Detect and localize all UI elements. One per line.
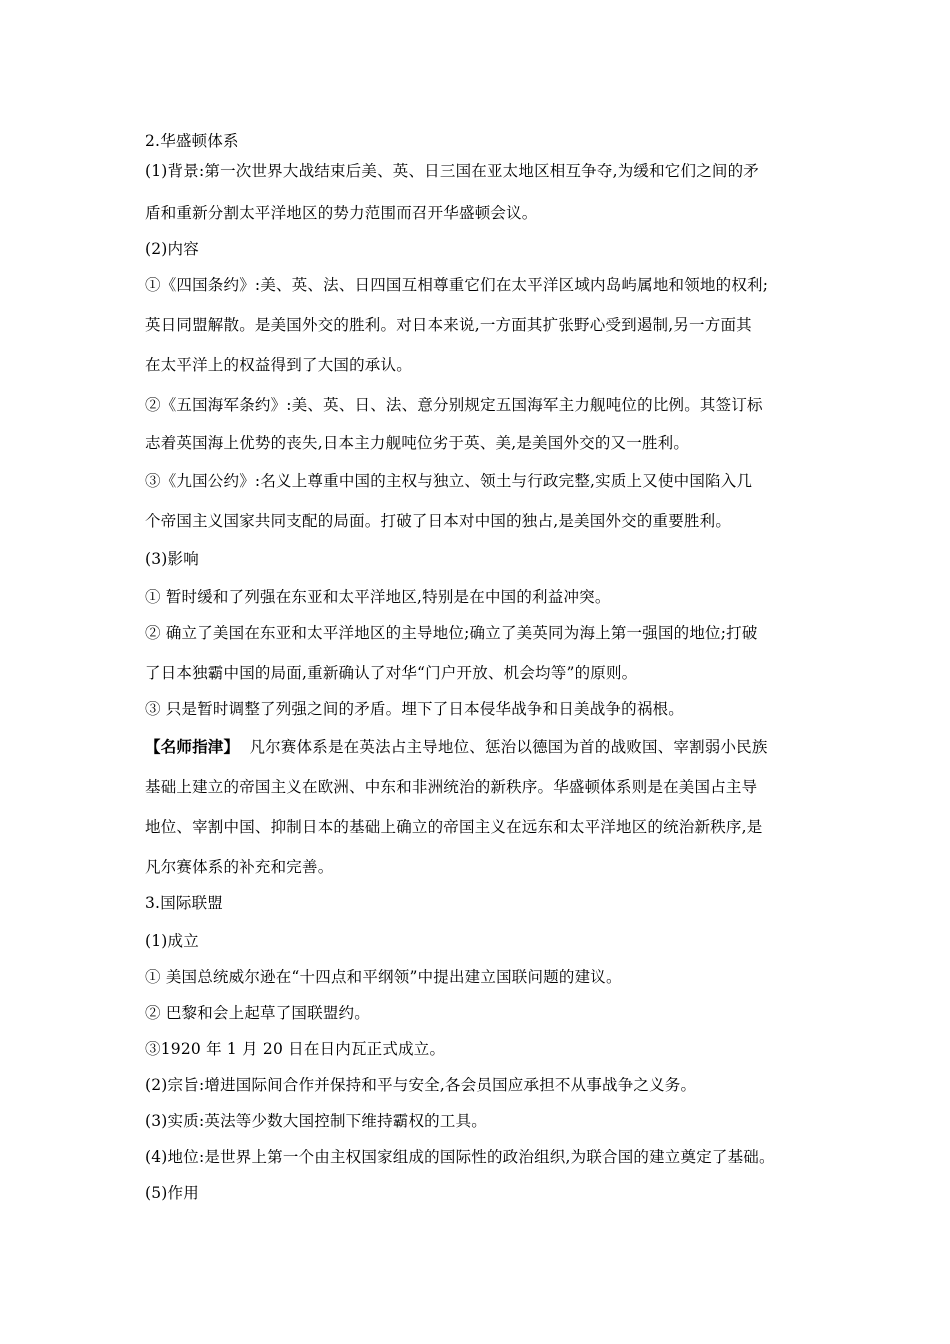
paragraph-line: 盾和重新分割太平洋地区的势力范围而召开华盛顿会议。 — [145, 204, 538, 222]
paragraph-line: (1)背景:第一次世界大战结束后美、英、日三国在亚太地区相互争夺,为缓和它们之间的矛 — [145, 162, 760, 180]
tip-line: 基础上建立的帝国主义在欧洲、中东和非洲统治的新秩序。华盛顿体系则是在美国占主导 — [145, 778, 758, 796]
paragraph-line: ①《四国条约》:美、英、法、日四国互相尊重它们在太平洋区域内岛屿属地和领地的权利; — [145, 276, 769, 294]
subheading: (3)影响 — [145, 550, 199, 568]
paragraph-line: 在太平洋上的权益得到了大国的承认。 — [145, 356, 412, 374]
paragraph-line: ③1920 年 1 月 20 日在日内瓦正式成立。 — [145, 1040, 446, 1058]
tip-line: 地位、宰割中国、抑制日本的基础上确立的帝国主义在远东和太平洋地区的统治新秩序,是 — [145, 818, 763, 836]
subheading: (1)成立 — [145, 932, 199, 950]
tip-line: 凡尔赛体系的补充和完善。 — [145, 858, 334, 876]
paragraph-line: ① 美国总统威尔逊在“十四点和平纲领”中提出建立国联问题的建议。 — [145, 968, 622, 986]
paragraph-line: (3)实质:英法等少数大国控制下维持霸权的工具。 — [145, 1112, 487, 1130]
section-heading: 3.国际联盟 — [145, 894, 223, 912]
paragraph-line: ②《五国海军条约》:美、英、日、法、意分别规定五国海军主力舰吨位的比例。其签订标 — [145, 396, 763, 414]
paragraph-line: ① 暂时缓和了列强在东亚和太平洋地区,特别是在中国的利益冲突。 — [145, 588, 611, 606]
paragraph-line: ② 确立了美国在东亚和太平洋地区的主导地位;确立了美英同为海上第一强国的地位;打破 — [145, 624, 758, 642]
section-heading: 2.华盛顿体系 — [145, 132, 239, 150]
tip-line — [145, 736, 825, 758]
tip-label: 【名师指津】 — [145, 737, 240, 756]
subheading: (2)内容 — [145, 240, 199, 258]
paragraph-line: 了日本独霸中国的局面,重新确认了对华“门户开放、机会均等”的原则。 — [145, 664, 638, 682]
paragraph-line: ② 巴黎和会上起草了国联盟约。 — [145, 1004, 370, 1022]
paragraph-line: 英日同盟解散。是美国外交的胜利。对日本来说,一方面其扩张野心受到遏制,另一方面其 — [145, 316, 752, 334]
paragraph-line: (4)地位:是世界上第一个由主权国家组成的国际性的政治组织,为联合国的建立奠定了基础。 — [145, 1148, 775, 1166]
tip-text: 凡尔赛体系是在英法占主导地位、惩治以德国为首的战败国、宰割弱小民族 — [249, 738, 768, 756]
paragraph-line: ③《九国公约》:名义上尊重中国的主权与独立、领土与行政完整,实质上又使中国陷入几 — [145, 472, 753, 490]
paragraph-line: (2)宗旨:增进国际间合作并保持和平与安全,各会员国应承担不从事战争之义务。 — [145, 1076, 697, 1094]
paragraph-line: ③ 只是暂时调整了列强之间的矛盾。埋下了日本侵华战争和日美战争的祸根。 — [145, 700, 684, 718]
paragraph-line: 个帝国主义国家共同支配的局面。打破了日本对中国的独占,是美国外交的重要胜利。 — [145, 512, 732, 530]
paragraph-line: 志着英国海上优势的丧失,日本主力舰吨位劣于英、美,是美国外交的又一胜利。 — [145, 434, 690, 452]
subheading: (5)作用 — [145, 1184, 199, 1202]
